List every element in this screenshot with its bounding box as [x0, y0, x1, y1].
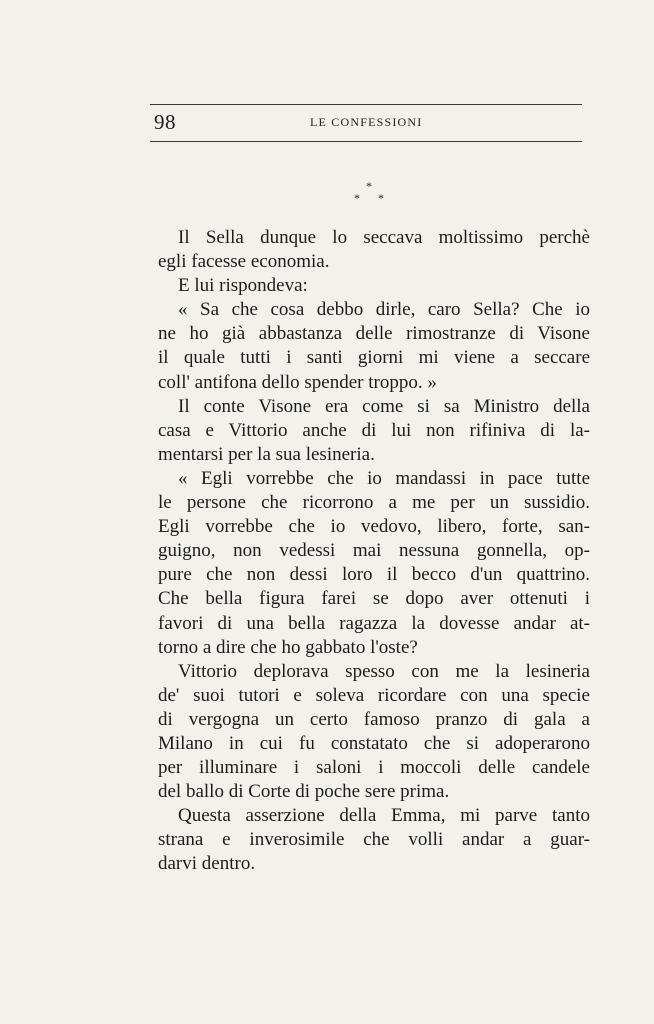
text-line: Egli vorrebbe che io vedovo, libero, forte, san-	[158, 516, 590, 538]
text-line: strana e inverosimile che volli andar a guar-	[158, 829, 590, 851]
header-top-rule	[150, 104, 582, 105]
text-line: coll' antifona dello spender troppo. »	[158, 371, 437, 393]
text-line: del ballo di Corte di poche sere prima.	[158, 781, 450, 803]
asterism-star: *	[354, 191, 360, 205]
text-line: favori di una bella ragazza la dovesse andar at-	[158, 612, 590, 634]
text-line: per illuminare i saloni i moccoli delle candele	[158, 757, 590, 779]
text-line: mentarsi per la sua lesineria.	[158, 443, 375, 465]
running-title: LE CONFESSIONI	[310, 115, 423, 129]
text-line: egli facesse economia.	[158, 251, 330, 273]
text-line: guigno, non vedessi mai nessuna gonnella, op-	[158, 540, 590, 562]
text-line: E lui rispondeva:	[178, 275, 308, 297]
text-line: darvi dentro.	[158, 853, 256, 875]
header-bottom-rule	[150, 141, 582, 142]
text-line: « Egli vorrebbe che io mandassi in pace tutte	[178, 467, 590, 489]
page-number: 98	[154, 110, 176, 134]
text-line: Il Sella dunque lo seccava moltissimo perchè	[178, 227, 590, 248]
text-line: Che bella figura farei se dopo aver ottenuti i	[158, 588, 590, 610]
text-line: il quale tutti i santi giorni mi viene a seccare	[158, 347, 590, 369]
text-line: pure che non dessi loro il becco d'un quattrino.	[158, 564, 590, 586]
text-line: ne ho già abbastanza delle rimostranze di Visone	[158, 323, 590, 345]
text-line: Vittorio deplorava spesso con me la lesineria	[178, 660, 590, 682]
text-line: Questa asserzione della Emma, mi parve tanto	[178, 805, 590, 827]
section-asterism	[340, 178, 400, 208]
asterism-star: *	[378, 191, 384, 205]
text-line: de' suoi tutori e soleva ricordare con una specie	[158, 684, 590, 706]
text-line: Il conte Visone era come si sa Ministro della	[178, 395, 590, 417]
text-line: « Sa che cosa debbo dirle, caro Sella? Che io	[178, 299, 590, 321]
text-line: Milano in cui fu constatato che si adoperarono	[158, 732, 590, 754]
text-line: le persone che ricorrono a me per un sussidio.	[158, 492, 590, 514]
body-text	[158, 226, 590, 877]
text-line: casa e Vittorio anche di lui non rifiniva di la-	[158, 419, 590, 441]
text-line: torno a dire che ho gabbato l'oste?	[158, 636, 418, 658]
asterism-star: *	[366, 179, 372, 193]
text-line: di vergogna un certo famoso pranzo di gala a	[158, 708, 590, 730]
